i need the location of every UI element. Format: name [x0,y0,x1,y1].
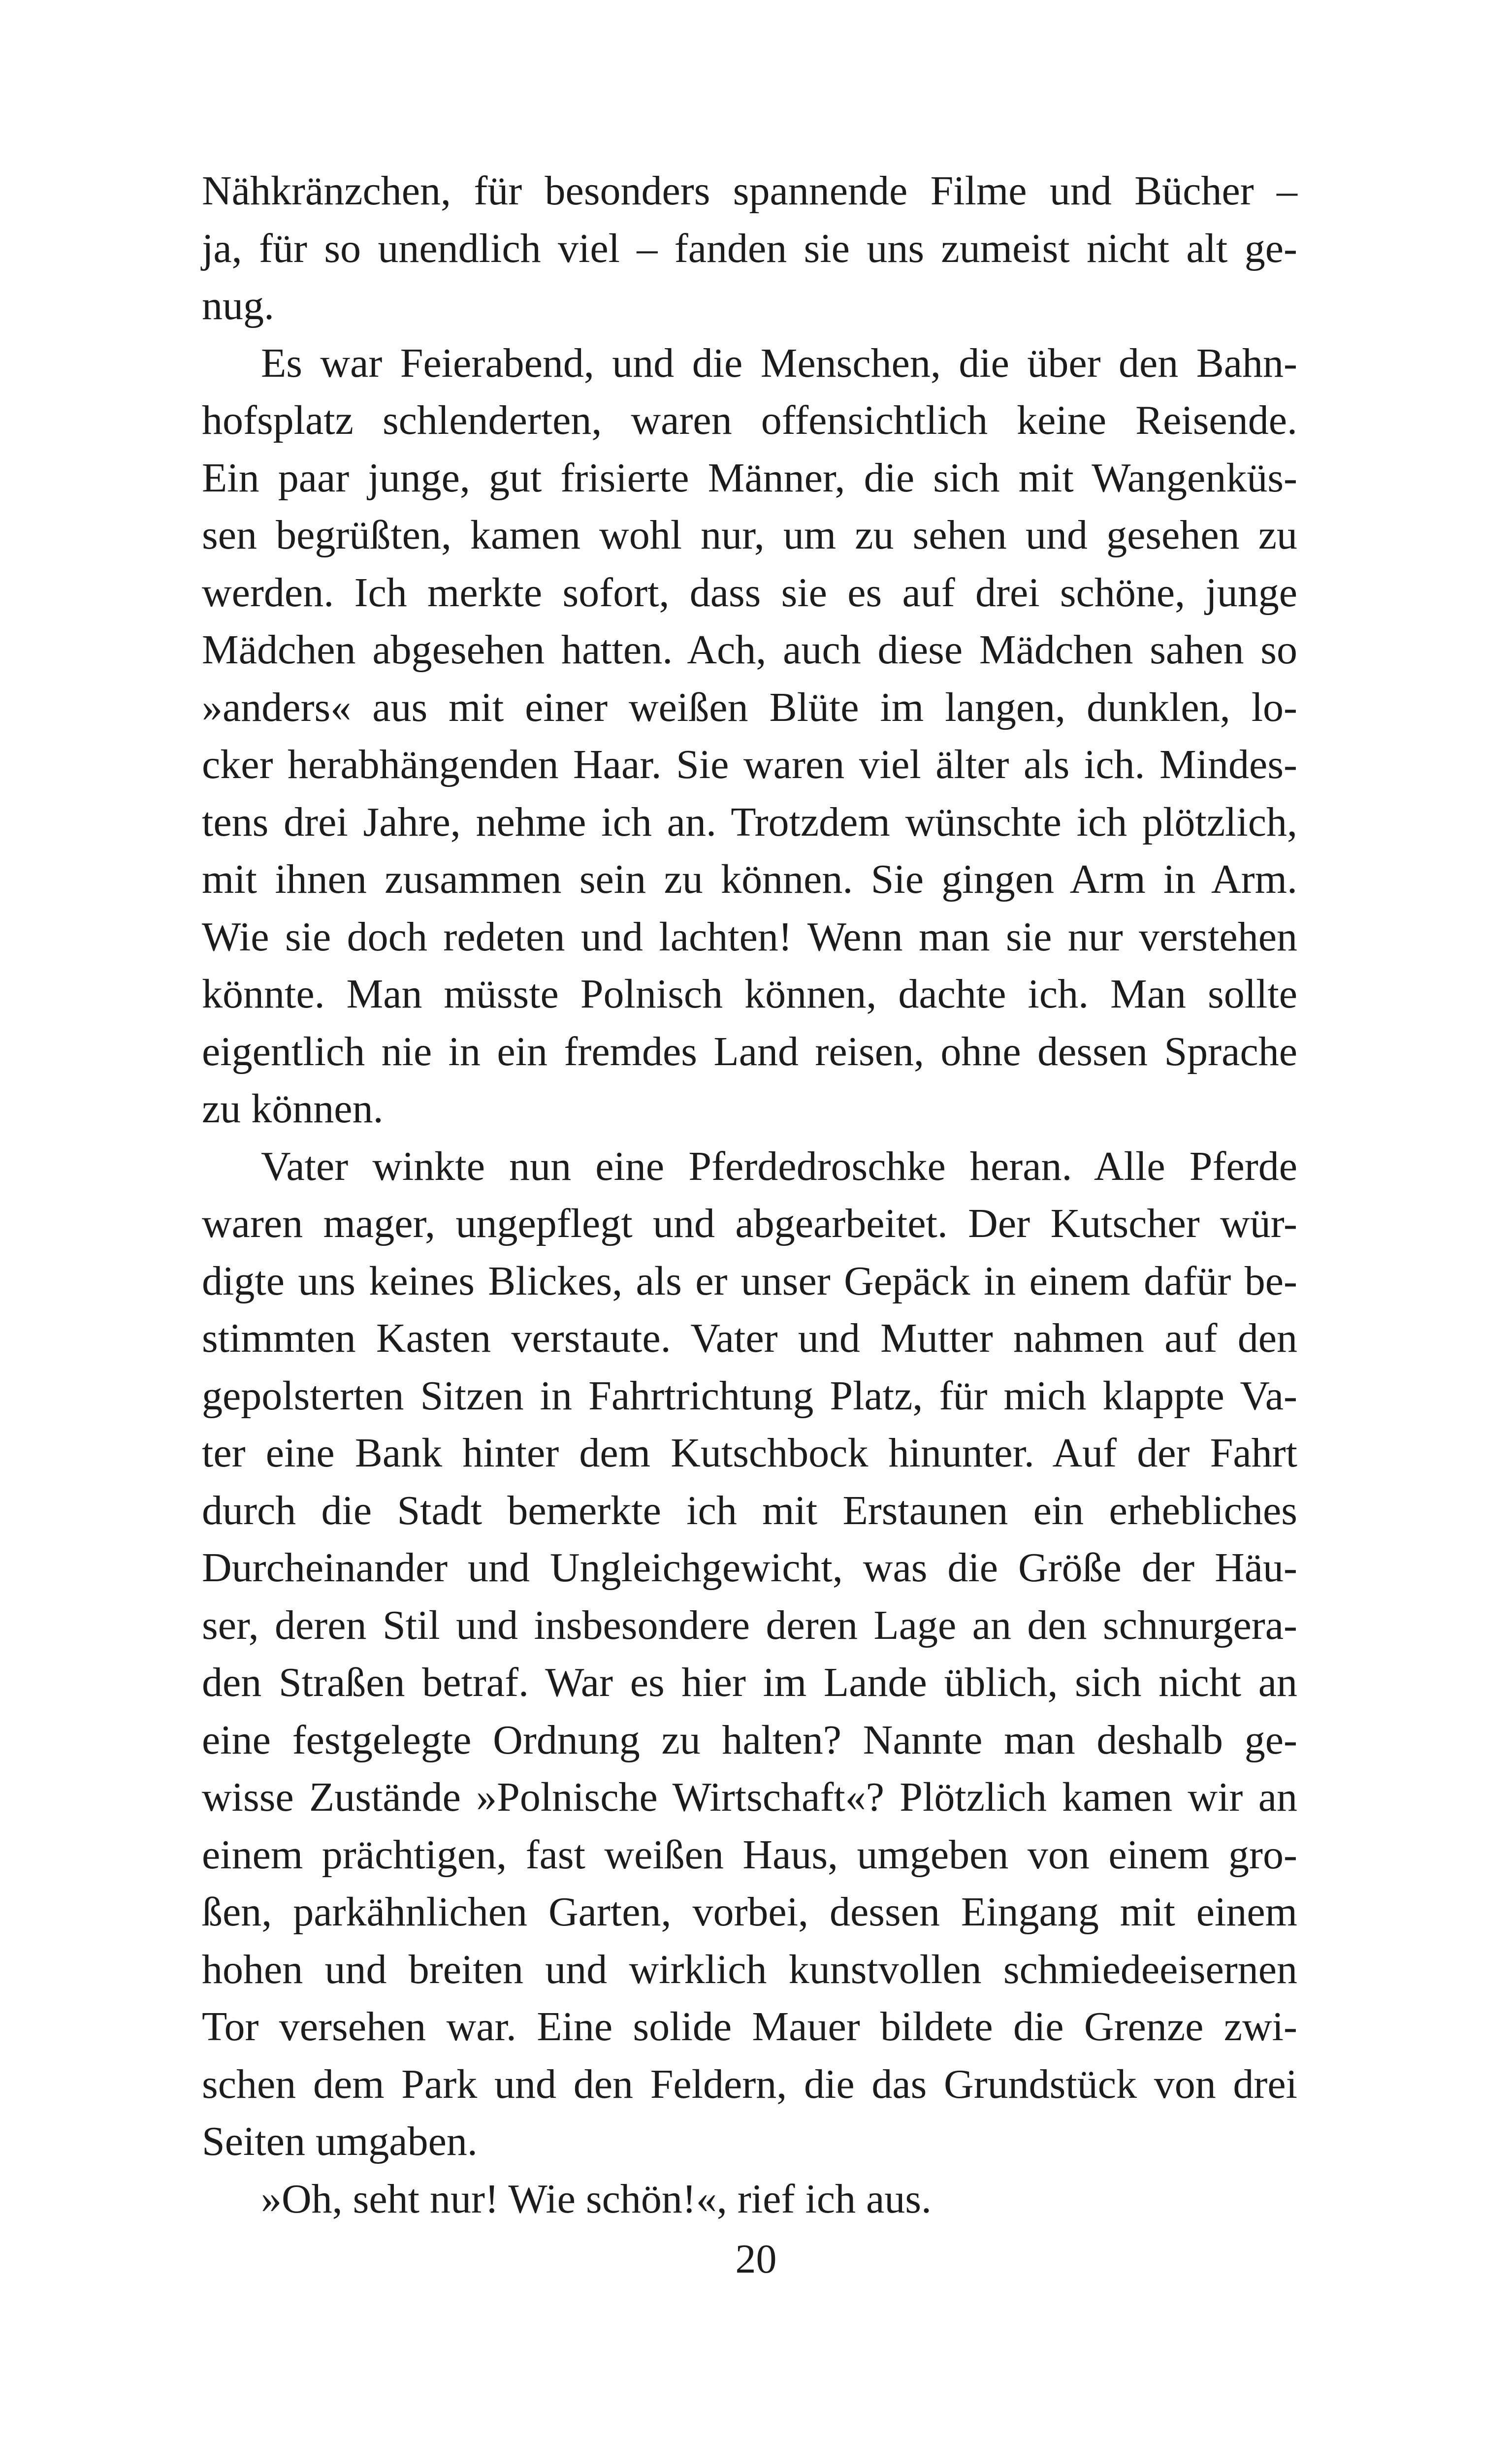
text-line: Nähkränzchen, für besonders spannende Filme und Bücher – [202,168,1297,214]
text-line: mit ihnen zusammen sein zu können. Sie gingen Arm in Arm. [202,856,1297,902]
paragraph-3 [202,1138,1297,2171]
text-line: eine festgelegte Ordnung zu halten? Nannte man deshalb ge- [202,1717,1297,1763]
paragraph-2 [202,335,1297,1138]
text-line: Tor versehen war. Eine solide Mauer bildete die Grenze zwi- [202,2004,1297,2050]
text-line: cker herabhängenden Haar. Sie waren viel älter als ich. Mindes- [202,742,1297,787]
text-line: sen begrüßten, kamen wohl nur, um zu sehen und gesehen zu [202,512,1297,558]
text-line: durch die Stadt bemerkte ich mit Erstaunen ein erhebliches [202,1487,1297,1533]
text-line: »anders« aus mit einer weißen Blüte im langen, dunklen, lo- [202,684,1297,730]
text-line: gepolsterten Sitzen in Fahrtrichtung Platz, für mich klappte Va- [202,1372,1297,1419]
text-line: Seiten umgaben. [202,2118,478,2164]
text-line: waren mager, ungepflegt und abgearbeitet. Der Kutscher wür- [202,1201,1297,1246]
text-line: einem prächtigen, fast weißen Haus, umgeben von einem gro- [202,1831,1297,1878]
text-line: ßen, parkähnlichen Garten, vorbei, dessen Eingang mit einem [202,1889,1297,1935]
text-line: ja, für so unendlich viel – fanden sie uns zumeist nicht alt ge- [202,225,1297,271]
text-line: tens drei Jahre, nehme ich an. Trotzdem wünschte ich plötzlich, [202,799,1297,845]
text-line: schen dem Park und den Feldern, die das Grundstück von drei [202,2061,1297,2107]
text-line: könnte. Man müsste Polnisch können, dachte ich. Man sollte [202,971,1297,1017]
text-line: digte uns keines Blickes, als er unser Gepäck in einem dafür be- [202,1258,1297,1304]
page-number: 20 [735,2236,777,2282]
text-line: ser, deren Stil und insbesondere deren Lage an den schnurgera- [202,1602,1297,1648]
text-line: eigentlich nie in ein fremdes Land reisen, ohne dessen Sprache [202,1028,1297,1075]
paragraph-4 [202,2171,1297,2228]
text-line: Durcheinander und Ungleichgewicht, was die Größe der Häu- [202,1545,1297,1591]
text-line: Wie sie doch redeten und lachten! Wenn man sie nur verstehen [202,913,1297,960]
text-line: zu können. [202,1086,384,1132]
text-line: hofsplatz schlenderten, waren offensichtlich keine Reisende. [202,397,1297,443]
body-text [202,163,1297,2228]
text-line: den Straßen betraf. War es hier im Lande üblich, sich nicht an [202,1660,1297,1705]
text-line: Mädchen abgesehen hatten. Ach, auch diese Mädchen sahen so [202,627,1297,673]
paragraph-1 [202,163,1297,335]
text-line: werden. Ich merkte sofort, dass sie es auf drei schöne, junge [202,569,1297,616]
text-line: Vater winkte nun eine Pferdedroschke heran. Alle Pferde [261,1143,1297,1189]
text-line: »Oh, seht nur! Wie schön!«, rief ich aus. [261,2176,932,2222]
text-line: stimmten Kasten verstaute. Vater und Mutter nahmen auf den [202,1315,1297,1361]
text-line: nug. [202,283,274,328]
text-line: ter eine Bank hinter dem Kutschbock hinunter. Auf der Fahrt [202,1430,1297,1476]
text-line: Ein paar junge, gut frisierte Männer, die sich mit Wangenküs- [202,455,1297,501]
text-line: Es war Feierabend, und die Menschen, die über den Bahn- [261,340,1297,386]
text-line: wisse Zustände »Polnische Wirtschaft«? Plötzlich kamen wir an [202,1774,1297,1820]
text-line: hohen und breiten und wirklich kunstvollen schmiedeeisernen [202,1946,1297,1992]
